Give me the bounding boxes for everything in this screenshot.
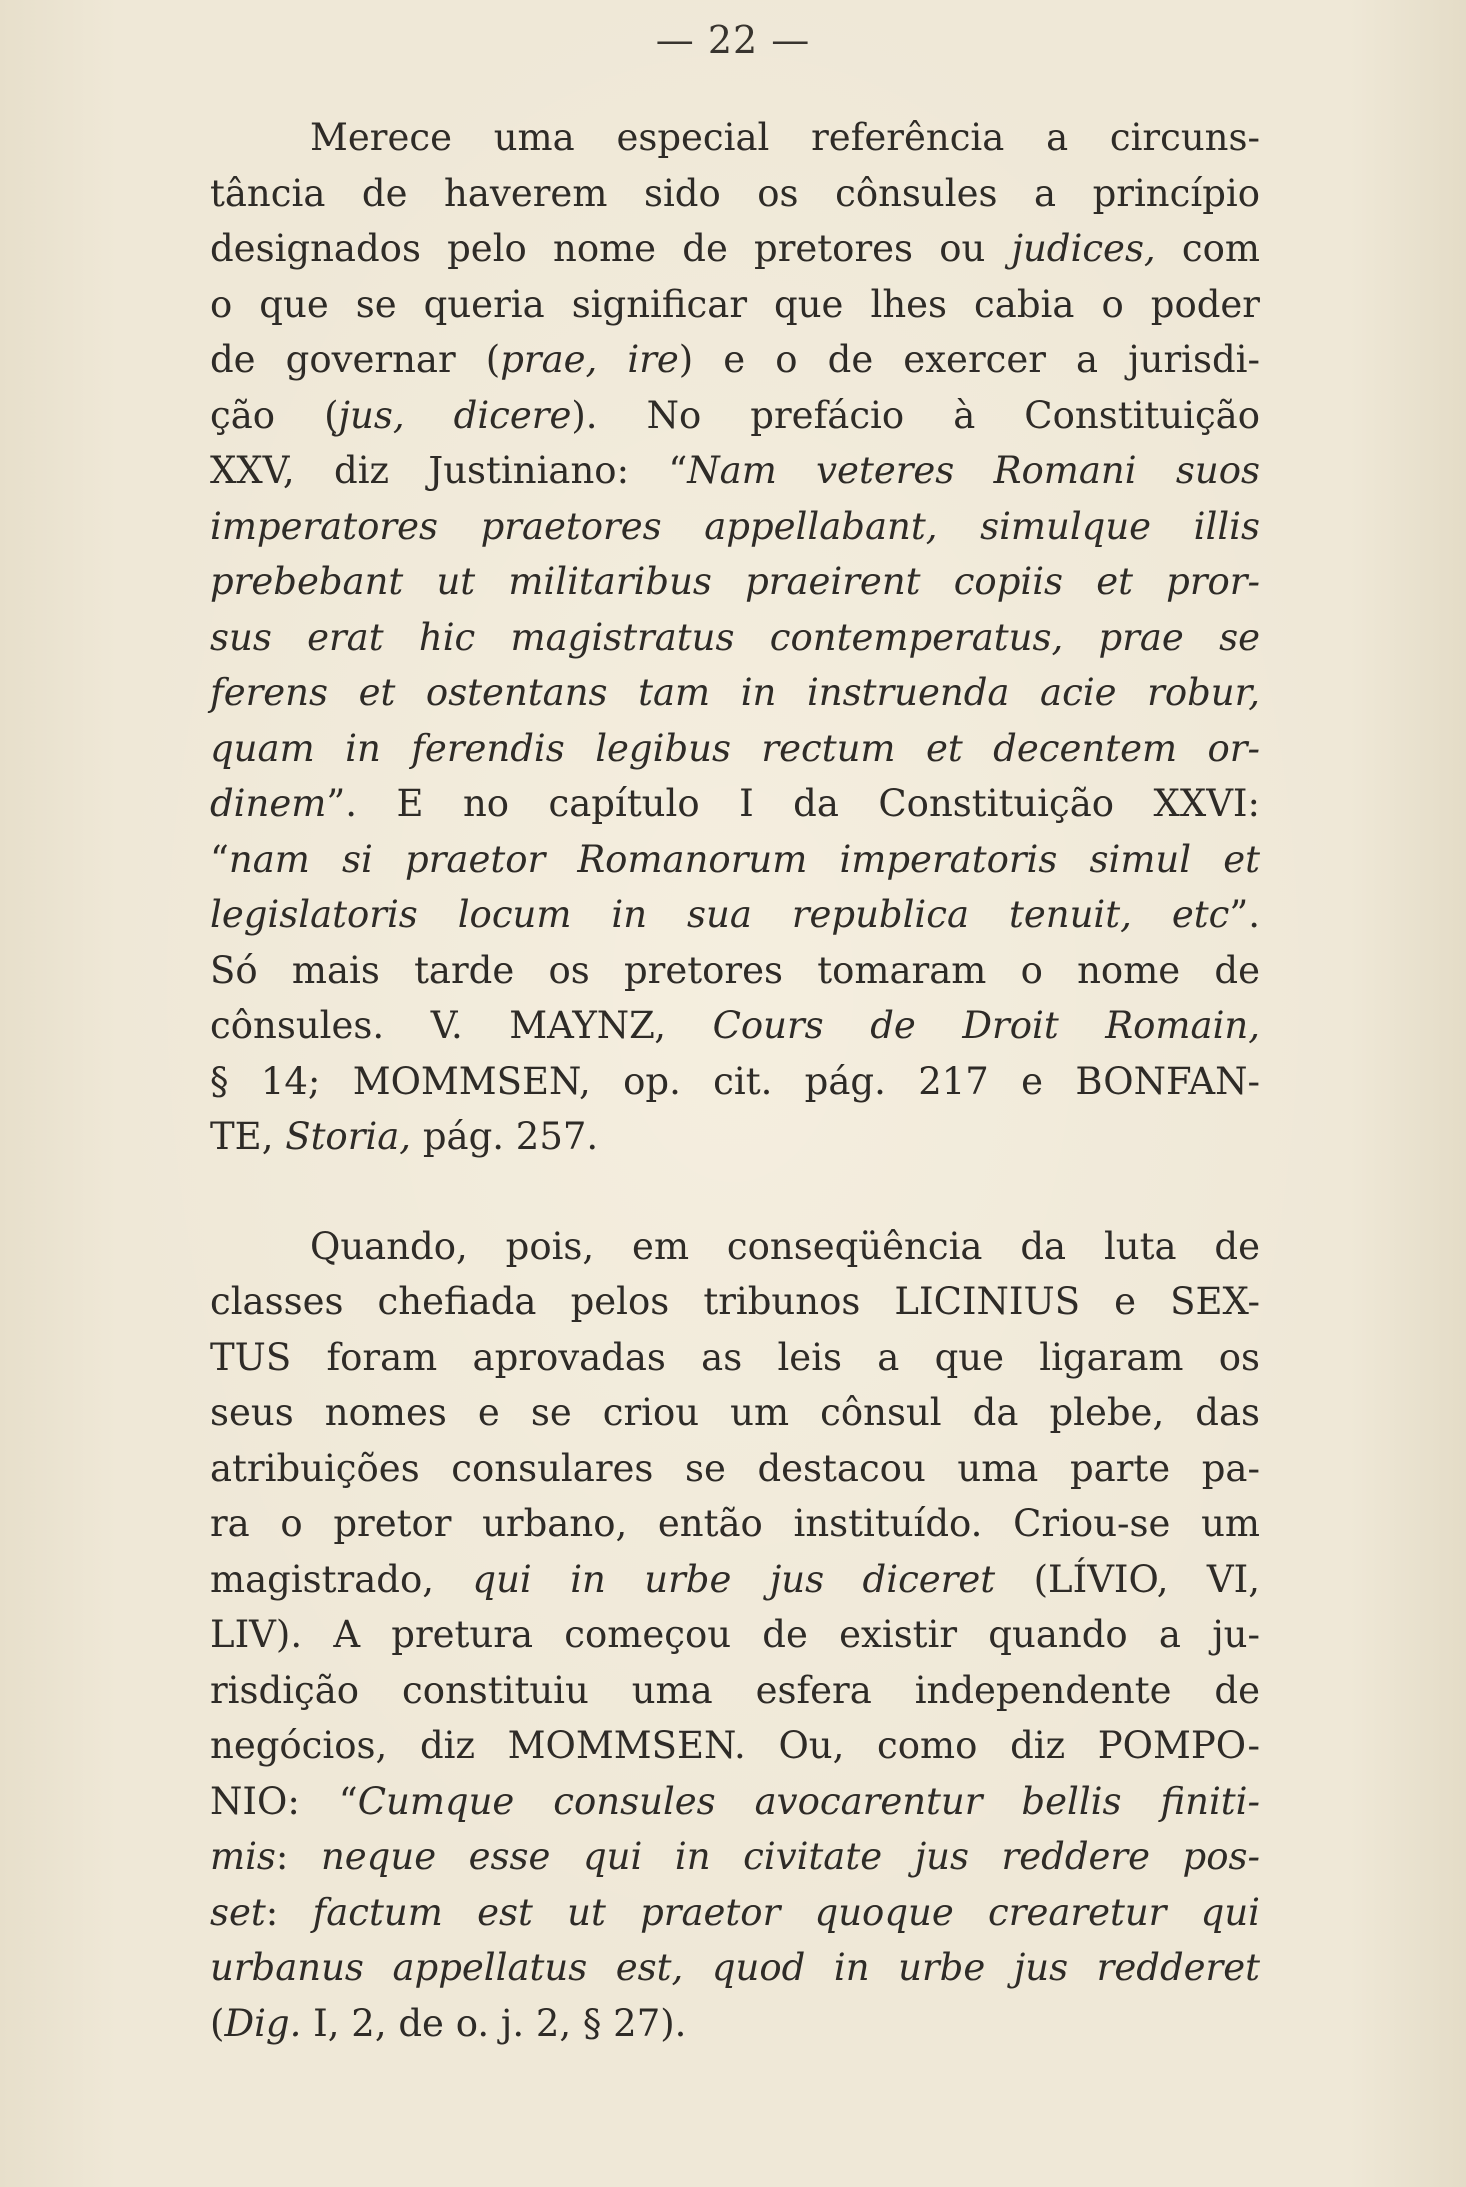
text-line: XXV, diz Justiniano: “Nam veteres Romani suos <box>210 449 1260 492</box>
text-line: quam in ferendis legibus rectum et decentem or- <box>210 726 1260 770</box>
text-line: set: factum est ut praetor quoque crearetur qui <box>210 1890 1260 1934</box>
text-line: designados pelo nome de pretores ou judices, com <box>210 227 1260 270</box>
text-line: ferens et ostentans tam in instruenda acie robur, <box>210 671 1260 714</box>
text-line: imperatores praetores appellabant, simulque illis <box>210 504 1260 548</box>
text-line: Só mais tarde os pretores tomaram o nome de <box>210 948 1260 992</box>
text-line: (Dig. I, 2, de o. j. 2, § 27). <box>210 2001 687 2045</box>
text-line: cônsules. V. MAYNZ, Cours de Droit Romain, <box>210 1004 1260 1047</box>
text-line: ção (jus, dicere). No prefácio à Constituição <box>210 393 1260 437</box>
text-line: mis: neque esse qui in civitate jus reddere pos- <box>210 1835 1261 1878</box>
text-line: seus nomes e se criou um cônsul da plebe, das <box>210 1391 1260 1434</box>
text-line: urbanus appellatus est, quod in urbe jus redderet <box>210 1946 1260 1989</box>
text-line: TE, Storia, pág. 257. <box>210 1115 599 1158</box>
text-line: tância de haverem sido os cônsules a princípio <box>210 171 1260 215</box>
text-line: risdição constituiu uma esfera independente de <box>210 1668 1260 1712</box>
paragraph-gap <box>210 1165 1260 1219</box>
text-line: TUS foram aprovadas as leis a que ligaram os <box>210 1335 1260 1379</box>
page-number: — 22 — <box>655 18 811 62</box>
text-line: classes chefiada pelos tribunos LICINIUS e SEX- <box>210 1280 1260 1323</box>
text-line: dinem”. E no capítulo I da Constituição XXVI: <box>210 782 1260 825</box>
text-line: “nam si praetor Romanorum imperatoris simul et <box>210 837 1260 881</box>
text-line: ra o pretor urbano, então instituído. Criou-se um <box>210 1502 1260 1545</box>
paragraph <box>210 110 1260 1165</box>
text-line: atribuições consulares se destacou uma parte pa- <box>210 1446 1260 1490</box>
text-line: magistrado, qui in urbe jus diceret (LÍVIO, VI, <box>210 1557 1260 1601</box>
text-line: o que se queria significar que lhes cabia o poder <box>210 282 1260 326</box>
text-line: prebebant ut militaribus praeirent copiis et pror- <box>210 560 1260 603</box>
text-line: Quando, pois, em conseqüência da luta de <box>310 1224 1260 1268</box>
text-line: NIO: “Cumque consules avocarentur bellis finiti- <box>210 1779 1261 1823</box>
text-line: Merece uma especial referência a circuns- <box>310 116 1260 159</box>
paragraph <box>210 1219 1260 2052</box>
body-text <box>210 110 1260 2051</box>
text-line: § 14; MOMMSEN, op. cit. pág. 217 e BONFAN- <box>210 1059 1260 1103</box>
text-line: LIV). A pretura começou de existir quando a ju- <box>210 1613 1260 1656</box>
text-line: negócios, diz MOMMSEN. Ou, como diz POMPO- <box>210 1724 1260 1767</box>
text-line: de governar (prae, ire) e o de exercer a jurisdi- <box>210 338 1260 381</box>
text-line: legislatoris locum in sua republica tenuit, etc”. <box>210 893 1260 936</box>
text-line: sus erat hic magistratus contemperatus, prae se <box>210 615 1260 659</box>
